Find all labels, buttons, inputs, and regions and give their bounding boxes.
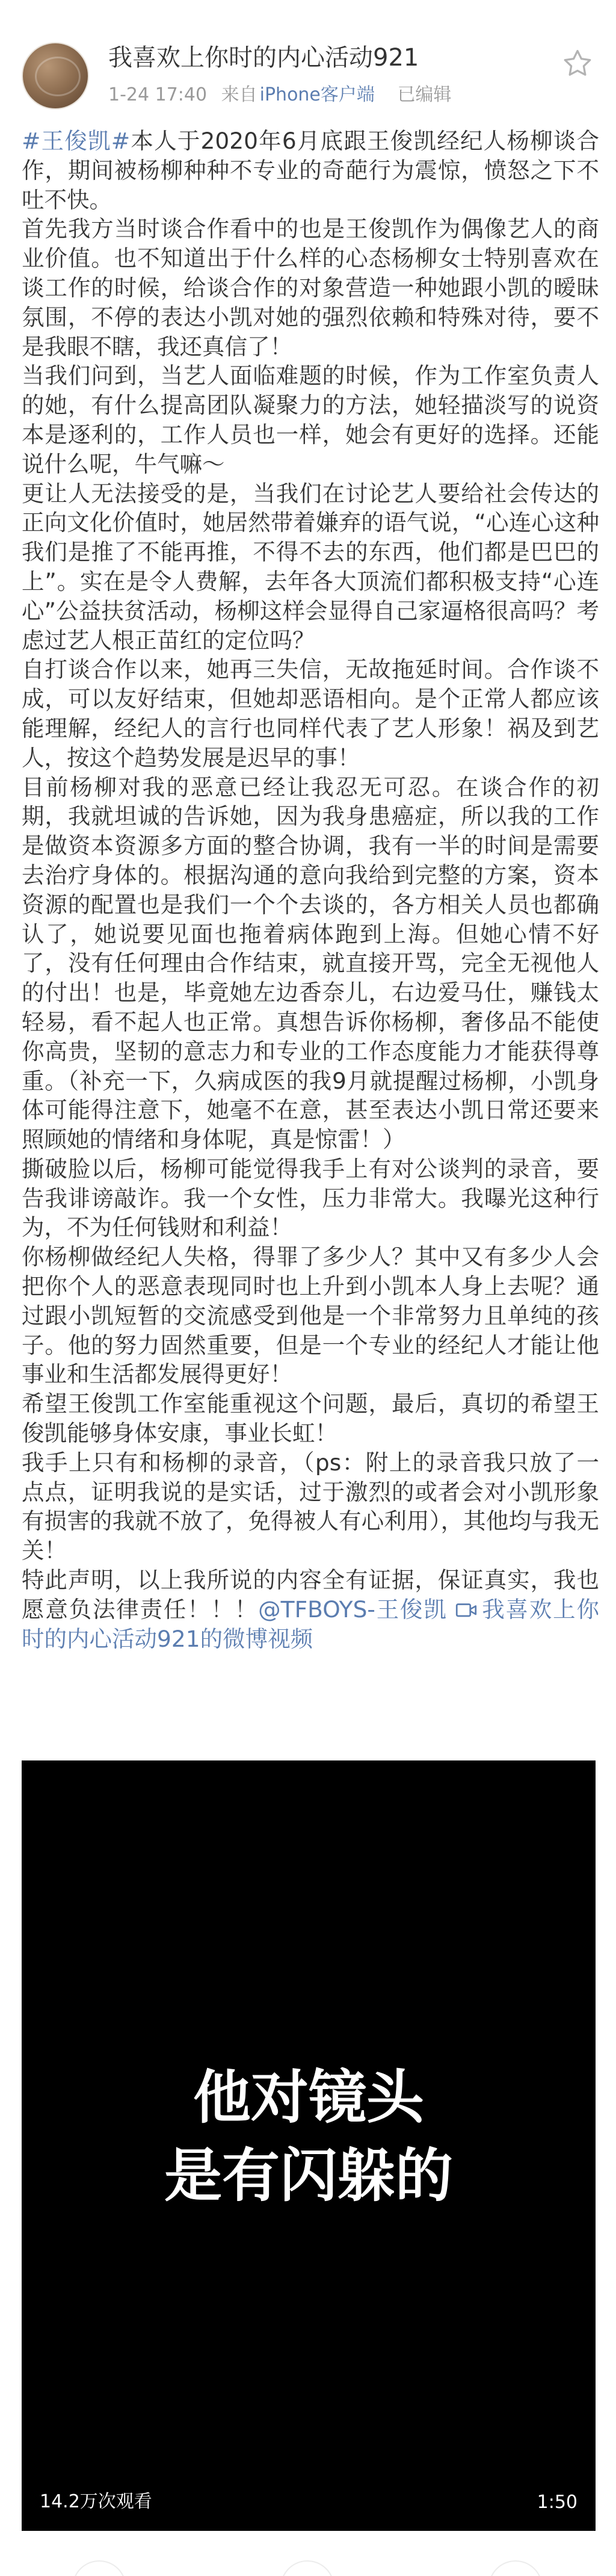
star-outline-icon[interactable] bbox=[561, 47, 594, 81]
post-text: 自打谈合作以来，她再三失信，无故拖延时间。合作谈不成，可以友好结束，但她却恶语相向。是个正常人都应该能理解，经纪人的言行也同样代表了艺人形象！祸及到艺人，按这个趋势发展是迟早的事！ bbox=[22, 656, 599, 771]
post-text: 当我们问到，当艺人面临难题的时候，作为工作室负责人的她，有什么提高团队凝聚力的方法，她轻描淡写的说资本是逐利的，工作人员也一样，她会有更好的选择。还能说什么呢，牛气嘛～ bbox=[22, 362, 599, 477]
post-paragraph bbox=[22, 479, 599, 655]
post-paragraph bbox=[22, 361, 599, 478]
bottom-strip bbox=[0, 2551, 616, 2576]
avatar[interactable] bbox=[22, 42, 89, 110]
action-circle[interactable] bbox=[488, 2560, 543, 2576]
source-prefix: 来自 bbox=[221, 84, 257, 105]
post-text: 首先我方当时谈合作看中的也是王俊凯作为偶像艺人的商业价值。也不知道出于什么样的心态杨柳女士特别喜欢在谈工作的时候，给谈合作的对象营造一种她跟小凯的暧昧氛围，不停的表达小凯对她的强烈依赖和特殊对待，要不是我眼不瞎，我还真信了！ bbox=[22, 215, 599, 360]
post-text: 撕破脸以后，杨柳可能觉得我手上有对公谈判的录音，要告我诽谤敲诈。我一个女性，压力非常大。我曝光这种行为，不为任何钱财和利益！ bbox=[22, 1155, 599, 1241]
post-paragraph bbox=[22, 1242, 599, 1389]
post-meta bbox=[108, 84, 460, 106]
video-caption-line2: 是有闪躲的 bbox=[164, 2142, 453, 2209]
post-text: 更让人无法接受的是，当我们在讨论艺人要给社会传达的正向文化价值时，她居然带着嫌弃的语气说，“心连心这种我们是推了不能再推，不得不去的东西，他们都是巴巴的上”。实在是令人费解，去年各大顶流们都积极支持“心连心”公益扶贫活动，杨柳这样会显得自己家逼格很高吗？考虑过艺人根正苗红的定位吗？ bbox=[22, 480, 599, 654]
post-paragraph bbox=[22, 1389, 599, 1448]
video-source-label: 我喜欢上你时的内心活动921的微博视频 bbox=[22, 1596, 599, 1652]
action-circle[interactable] bbox=[72, 2560, 126, 2576]
post-text: 目前杨柳对我的恶意已经让我忍无可忍。在谈合作的初期，我就坦诚的告诉她，因为我身患癌症，所以我的工作是做资本资源多方面的整合协调，我有一半的时间是需要去治疗身体的。根据沟通的意向我给到完整的方案，资本资源的配置也是我们一个个去谈的，各方相关人员也都确认了，她说要见面也拖着病体跑到上海。但她心情不好了，没有任何理由合作结束，就直接开骂，完全无视他人的付出！也是，毕竟她左边香奈儿，右边爱马仕，赚钱太轻易，看不起人也正常。真想告诉你杨柳，奢侈品不能使你高贵，坚韧的意志力和专业的工作态度能力才能获得尊重。（补充一下，久病成医的我9月就提醒过杨柳，小凯身体可能得注意下，她毫不在意，甚至表达小凯日常还要来照顾她的情绪和身体呢，真是惊雷！） bbox=[22, 773, 599, 1153]
post-paragraph bbox=[22, 126, 599, 214]
post-paragraph bbox=[22, 1154, 599, 1242]
action-circle[interactable] bbox=[280, 2560, 334, 2576]
post-text: 你杨柳做经纪人失格，得罪了多少人？其中又有多少人会把你个人的恶意表现同时也上升到小凯本人身上去呢？通过跟小凯短暂的交流感受到他是一个非常努力且单纯的孩子。他的努力固然重要，但是一个专业的经纪人才能让他事业和生活都发展得更好！ bbox=[22, 1243, 599, 1388]
mention-link[interactable]: @TFBOYS-王俊凯 bbox=[258, 1596, 448, 1623]
post-paragraph bbox=[22, 1448, 599, 1565]
post-paragraph bbox=[22, 214, 599, 361]
video-player[interactable] bbox=[22, 1760, 596, 2531]
post-paragraph bbox=[22, 655, 599, 772]
post-body bbox=[22, 126, 599, 1653]
source-client[interactable]: iPhone客户端 bbox=[259, 84, 375, 105]
post-text: 我手上只有和杨柳的录音，（ps：附上的录音我只放了一点点，证明我说的是实话，过于激烈的或者会对小凯形象有损害的我就不放了，免得被人有心利用），其他均与我无关！ bbox=[22, 1449, 599, 1564]
post-paragraph bbox=[22, 773, 599, 1154]
post-text bbox=[448, 1596, 456, 1623]
video-icon bbox=[455, 1602, 477, 1620]
video-caption-line1: 他对镜头 bbox=[193, 2064, 424, 2131]
edited-label[interactable]: 已编辑 bbox=[397, 84, 452, 105]
post-header bbox=[0, 0, 616, 114]
view-count: 14.2万次观看 bbox=[40, 2491, 152, 2512]
post-paragraph bbox=[22, 1565, 599, 1653]
hashtag-link[interactable]: #王俊凯# bbox=[22, 128, 131, 154]
video-duration: 1:50 bbox=[537, 2492, 578, 2513]
post-text: 特此声明，以上我所说的内容全有证据，保证真实，我也愿意负法律责任！！！ bbox=[22, 1567, 599, 1623]
post-time: 1-24 17:40 bbox=[108, 84, 208, 105]
post-text: 希望王俊凯工作室能重视这个问题，最后，真切的希望王俊凯能够身体安康，事业长虹！ bbox=[22, 1390, 599, 1447]
post-text: 本人于2020年6月底跟王俊凯经纪人杨柳谈合作，期间被杨柳种种不专业的奇葩行为震惊，愤怒之下不吐不快。 bbox=[22, 128, 599, 213]
username[interactable]: 我喜欢上你时的内心活动921 bbox=[108, 44, 419, 72]
